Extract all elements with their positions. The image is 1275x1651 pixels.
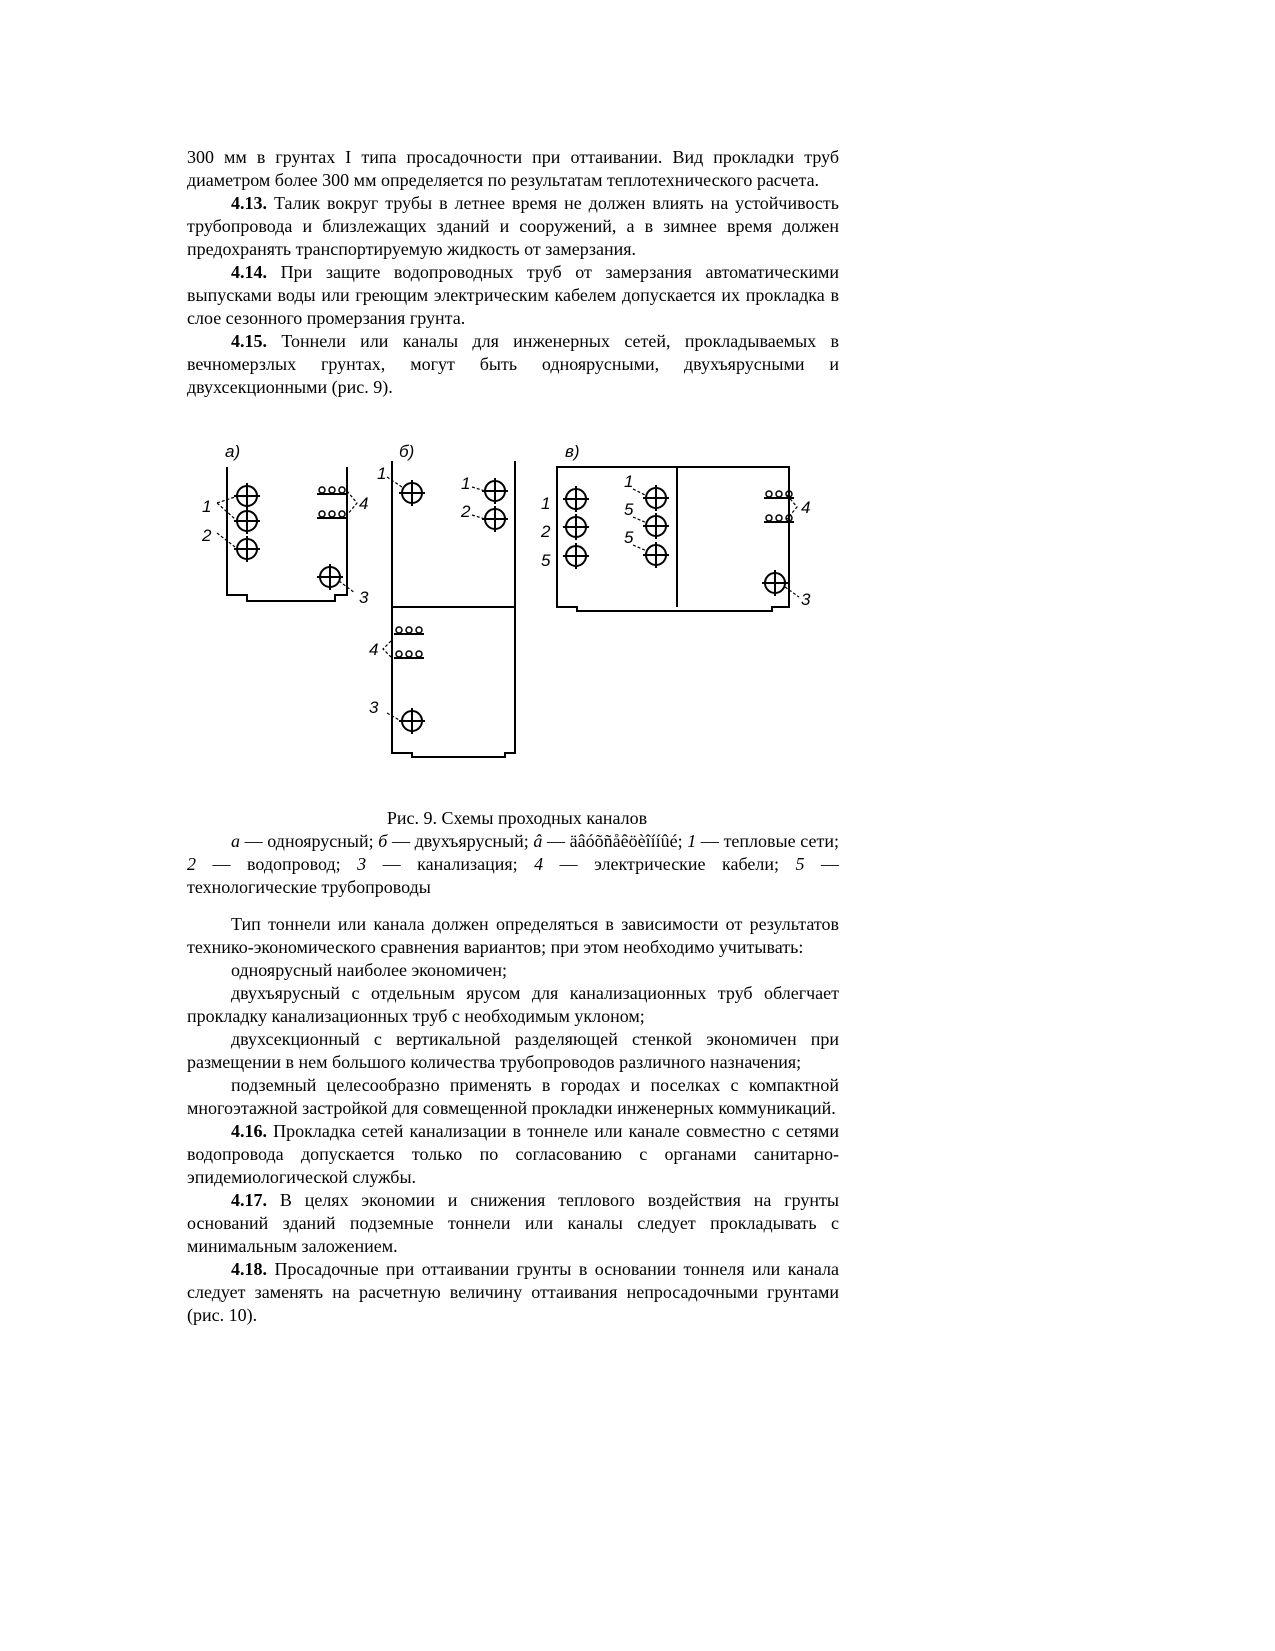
label-2: 2 xyxy=(541,522,551,541)
legend-text: — технологические трубопроводы xyxy=(187,854,840,897)
label-3: 3 xyxy=(801,590,811,609)
clause-text: Прокладка сетей канализации в тоннеле или канале совместно с сетями водопровода допускается только по согласованию с органами санитарно-эпидемиологической службы. xyxy=(187,1121,839,1187)
document-page xyxy=(187,146,839,1327)
label-v: в) xyxy=(565,442,580,461)
legend-text: — äâóõñåêöèîííûé; xyxy=(542,831,688,851)
label-1: 1 xyxy=(461,474,471,493)
label-2: 2 xyxy=(202,526,212,545)
clause-text: Тоннели или каналы для инженерных сетей, прокладываемых в вечномерзлых грунтах, могут быть одноярусными, двухъярусными и двухсекционными (рис. 9). xyxy=(187,331,839,397)
legend-key: â xyxy=(533,831,543,851)
legend-key: 1 xyxy=(687,831,697,851)
legend-text: — тепловые сети; xyxy=(696,831,839,851)
legend-text: — одноярусный; xyxy=(240,831,379,851)
list-item: двухъярусный с отдельным ярусом для канализационных труб облегчает прокладку канализационных труб с необходимым уклоном; xyxy=(187,983,839,1026)
paragraph-4-13 xyxy=(187,192,839,261)
label-4: 4 xyxy=(801,498,811,517)
clause-text: Талик вокруг трубы в летнее время не должен влиять на устойчивость трубопровода и близлежащих зданий и сооружений, а в зимнее время должен предохранять транспортируемую жидкость от замерзания. xyxy=(187,193,839,259)
label-5: 5 xyxy=(624,528,634,547)
paragraph-4-14 xyxy=(187,261,839,330)
label-2: 2 xyxy=(461,502,471,521)
paragraph-4-15 xyxy=(187,330,839,399)
figure-caption-legend xyxy=(187,830,839,899)
clause-number: 4.17. xyxy=(231,1190,267,1210)
clause-number: 4.14. xyxy=(231,262,267,282)
spacer xyxy=(187,899,839,913)
scheme-a xyxy=(201,442,369,607)
clause-number: 4.18. xyxy=(231,1259,267,1279)
clause-text: Просадочные при оттаивании грунты в основании тоннеля или канала следует заменять на расчетную величину оттаивания непросадочными грунтами (рис. 10). xyxy=(187,1259,839,1325)
figure-9-channel-schemes xyxy=(187,417,839,807)
clause-number: 4.15. xyxy=(231,331,267,351)
scheme-b xyxy=(369,442,515,757)
label-5: 5 xyxy=(541,551,551,570)
clause-text: При защите водопроводных труб от замерзания автоматическими выпусками воды или греющим электрическим кабелем допускается их прокладка в слое сезонного промерзания грунта. xyxy=(187,262,839,328)
paragraph-4-16 xyxy=(187,1120,839,1189)
paragraph-4-18 xyxy=(187,1258,839,1327)
legend-key: б xyxy=(378,831,388,851)
label-5: 5 xyxy=(624,500,634,519)
legend-key: 4 xyxy=(534,854,544,874)
label-4: 4 xyxy=(369,640,379,659)
list-item: подземный целесообразно применять в городах и поселках с компактной многоэтажной застройкой для совмещенной прокладки инженерных коммуникаций. xyxy=(187,1075,839,1118)
label-1: 1 xyxy=(624,472,634,491)
label-1: 1 xyxy=(541,494,551,513)
legend-key: а xyxy=(231,831,240,851)
label-3: 3 xyxy=(369,698,379,717)
label-a: а) xyxy=(225,442,241,461)
label-3: 3 xyxy=(359,588,369,607)
label-1: 1 xyxy=(377,464,387,483)
label-b: б) xyxy=(399,442,415,461)
paragraph-4-17 xyxy=(187,1189,839,1258)
legend-key: 2 xyxy=(187,854,196,874)
clause-number: 4.13. xyxy=(231,193,267,213)
paragraph-intro: 300 мм в грунтах I типа просадочности при оттаивании. Вид прокладки труб диаметром более 300 мм определяется по результатам теплотехнического расчета. xyxy=(187,147,839,190)
scheme-v xyxy=(540,442,811,611)
list-item: двухсекционный с вертикальной разделяющей стенкой экономичен при размещении в нем большого количества трубопроводов различного назначения; xyxy=(187,1029,839,1072)
label-4: 4 xyxy=(359,494,369,513)
legend-text: — двухъярусный; xyxy=(387,831,534,851)
legend-key: 5 xyxy=(795,854,805,874)
channel-diagram xyxy=(187,417,839,807)
legend-text: — водопровод; xyxy=(196,854,358,874)
legend-text: — канализация; xyxy=(366,854,535,874)
legend-text: — электрические кабели; xyxy=(543,854,796,874)
paragraph-channel-type: Тип тоннели или канала должен определяться в зависимости от результатов технико-экономического сравнения вариантов; при этом необходимо учитывать: xyxy=(187,914,839,957)
legend-key: 3 xyxy=(357,854,367,874)
figure-caption-title: Рис. 9. Схемы проходных каналов xyxy=(386,808,648,828)
list-item: одноярусный наиболее экономичен; xyxy=(231,960,508,980)
label-1: 1 xyxy=(202,497,212,516)
clause-number: 4.16. xyxy=(231,1121,267,1141)
clause-text: В целях экономии и снижения теплового воздействия на грунты оснований зданий подземные тоннели или каналы следует прокладывать с минимальным заложением. xyxy=(187,1190,839,1256)
